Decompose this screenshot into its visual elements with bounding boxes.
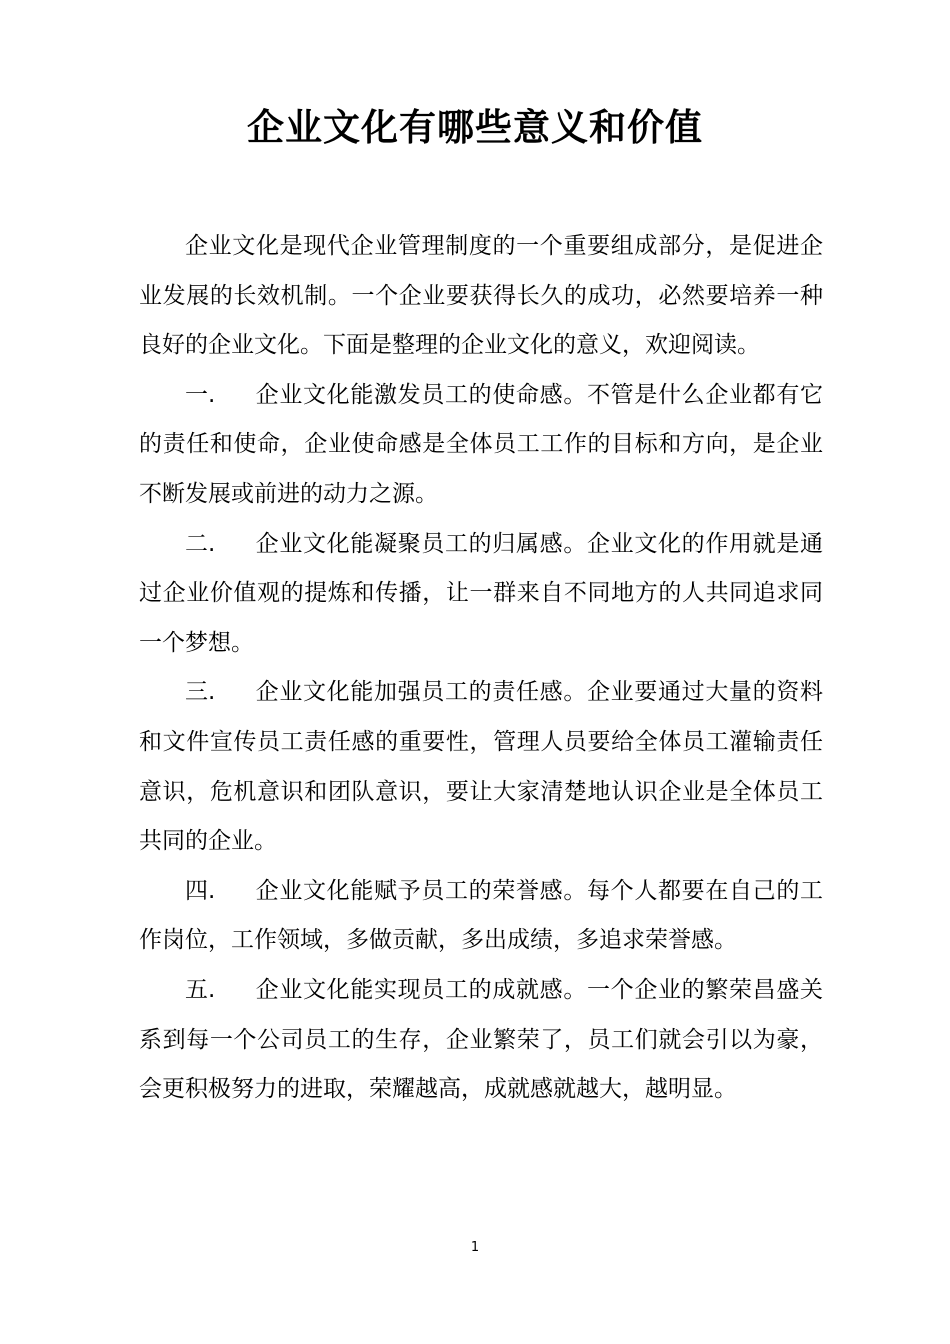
document-title: 企业文化有哪些意义和价值 bbox=[247, 106, 703, 149]
intro-paragraph: 企业文化是现代企业管理制度的一个重要组成部分，是促进企业发展的长效机制。一个企业要获得长久的成功，必然要培养一种良好的企业文化。下面是整理的企业文化的意义，欢迎阅读。 bbox=[139, 233, 823, 359]
section-marker-4: 四. bbox=[185, 877, 216, 904]
section-paragraph-3 bbox=[139, 668, 823, 866]
page-number: 1 bbox=[470, 1240, 480, 1255]
section-paragraph-5 bbox=[139, 966, 823, 1115]
section-paragraph-4 bbox=[139, 867, 823, 966]
document-body bbox=[139, 222, 823, 1115]
section-marker-1: 一. bbox=[185, 381, 216, 408]
section-marker-2: 二. bbox=[185, 530, 216, 557]
section-text-4: 企业文化能赋予员工的荣誉感。每个人都要在自己的工作岗位，工作领域，多做贡献，多出成绩，多追求荣誉感。 bbox=[139, 877, 823, 954]
section-marker-3: 三. bbox=[185, 679, 216, 706]
section-paragraph-1 bbox=[139, 371, 823, 520]
section-text-1: 企业文化能激发员工的使命感。不管是什么企业都有它的责任和使命，企业使命感是全体员工工作的目标和方向，是企业不断发展或前进的动力之源。 bbox=[139, 381, 823, 507]
section-marker-5: 五. bbox=[185, 976, 216, 1003]
section-text-2: 企业文化能凝聚员工的归属感。企业文化的作用就是通过企业价值观的提炼和传播，让一群来自不同地方的人共同追求同一个梦想。 bbox=[139, 530, 823, 656]
section-text-5: 企业文化能实现员工的成就感。一个企业的繁荣昌盛关系到每一个公司员工的生存，企业繁荣了，员工们就会引以为豪，会更积极努力的进取，荣耀越高，成就感就越大，越明显。 bbox=[139, 976, 823, 1103]
section-paragraph-2 bbox=[139, 520, 823, 669]
section-text-3: 企业文化能加强员工的责任感。企业要通过大量的资料和文件宣传员工责任感的重要性，管理人员要给全体员工灌输责任意识，危机意识和团队意识，要让大家清楚地认识企业是全体员工共同的企业。 bbox=[139, 679, 823, 855]
